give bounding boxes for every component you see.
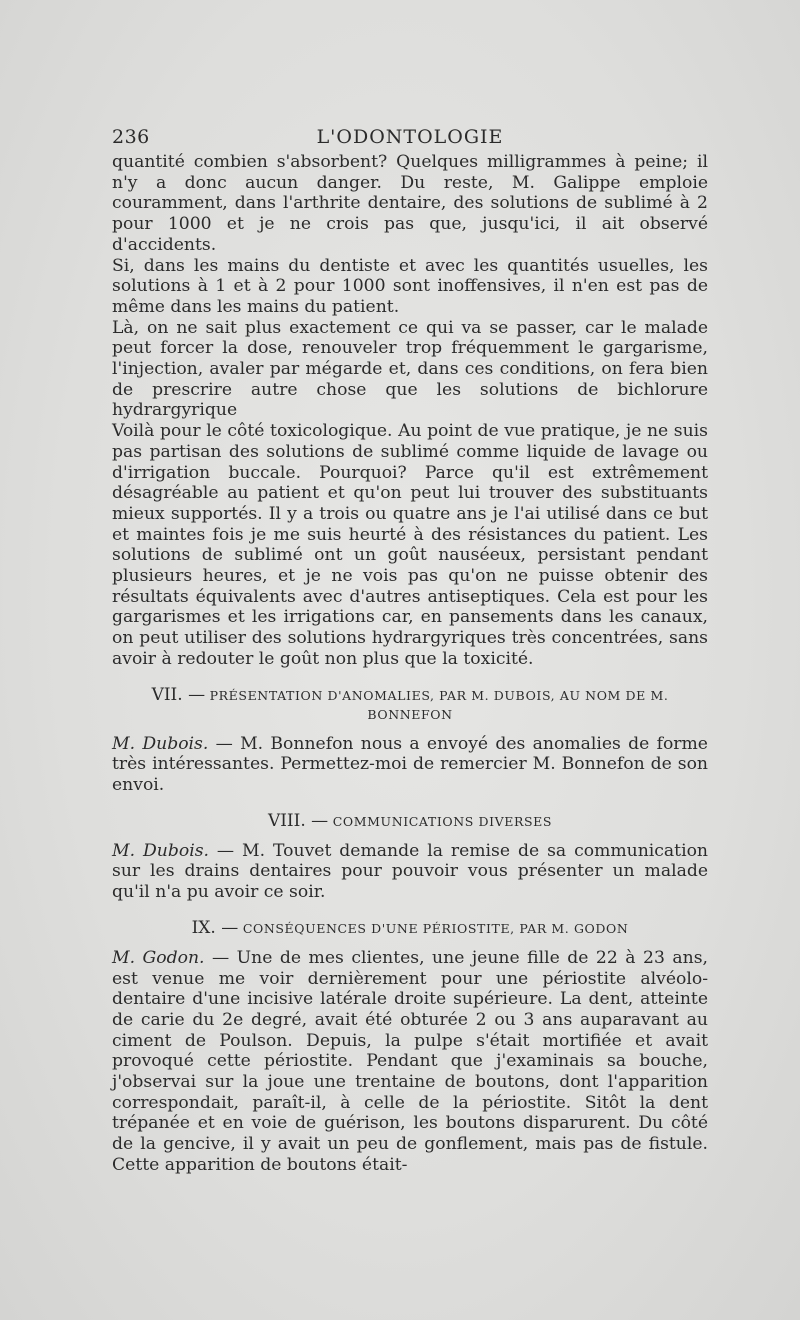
paragraph-text: — Une de mes clientes, une jeune fille de 22 à 23 ans, est venue me voir dernièrement pour une périostite alvéolo-dentaire d'une incisive latérale droite supérieure. La dent, atteinte de carie du 2e degré, avait été obturée 2 ou 3 ans auparavant au ciment de Poulson. Depuis, la pulpe s'était mortifiée et avait provoqué cette périostite. Pendant que j'examinais sa bouche, j'observai sur la joue une trentaine de boutons, dont l'apparition correspondait, paraît-il, à celle de la périostite. Sitôt la dent trépanée et en voie de guérison, les boutons disparurent. Du côté de la gencive, il y avait un peu de gonflement, mais pas de fistule. Cette apparition de boutons était- [112, 947, 708, 1175]
section-number: VII. — [151, 684, 206, 705]
section-title: PRÉSENTATION D'ANOMALIES, PAR M. DUBOIS, AU NOM DE M. BONNEFON [209, 687, 669, 722]
paragraph: Si, dans les mains du dentiste et avec les quantités usuelles, les solutions à 1 et à 2 pour 1000 sont inoffensives, il n'en est pas de même dans les mains du patient. [112, 255, 708, 317]
section-title: CONSÉQUENCES D'UNE PÉRIOSTITE, PAR M. GODON [242, 920, 629, 936]
paragraph: quantité combien s'absorbent? Quelques milligrammes à peine; il n'y a donc aucun danger. Du reste, M. Galippe emploie couramment, dans l'arthrite dentaire, des solutions de sublimé à 2 pour 1000 et je ne crois pas que, jusqu'ici, il ait observé d'accidents. [112, 152, 708, 255]
paragraph-text: — M. Touvet demande la remise de sa communication sur les drains dentaires pour pouvoir vous présenter un malade qu'il n'a pu avoir ce soir. [112, 840, 708, 903]
paragraph [112, 841, 708, 903]
page-header [112, 122, 708, 152]
paragraph [112, 734, 708, 796]
running-title: L'ODONTOLOGIE [316, 126, 504, 148]
paragraph-text: — M. Bonnefon nous a envoyé des anomalies de forme très intéressantes. Permettez-moi de remercier M. Bonnefon de son envoi. [112, 733, 708, 795]
speaker-name: M. Dubois. [112, 733, 209, 754]
paragraph: Là, on ne sait plus exactement ce qui va se passer, car le malade peut forcer la dose, renouveler trop fréquemment le gargarisme, l'injection, avaler par mégarde et, dans ces conditions, on fera bien de prescrire autre chose que les solutions de bichlorure hydrargyrique [112, 317, 708, 421]
speaker-name: M. Godon. [112, 947, 205, 968]
paragraph: Voilà pour le côté toxicologique. Au point de vue pratique, je ne suis pas partisan des solutions de sublimé comme liquide de lavage ou d'irrigation buccale. Pourquoi? Parce qu'il est extrêmement désagréable au patient et qu'on peut lui trouver des substituants mieux supportés. Il y a trois ou quatre ans je l'ai utilisé dans ce but et maintes fois je me suis heurté à des résistances du patient. Les solutions de sublimé ont un goût nauséeux, persistant pendant plusieurs heures, et je ne vois pas qu'on ne puisse obtenir des résultats équivalents avec d'autres antiseptiques. Cela est pour les gargarismes et les irrigations car, en pansements dans les canaux, on peut utiliser des solutions hydrargyriques très concentrées, sans avoir à redouter le goût non plus que la toxicité. [112, 421, 708, 669]
section-number: IX. — [191, 917, 239, 938]
section-title: COMMUNICATIONS DIVERSES [332, 813, 553, 829]
section-heading-viii [112, 812, 708, 831]
page-content [112, 122, 708, 1176]
section-heading-vii [112, 686, 708, 724]
section-number: VIII. — [267, 810, 329, 831]
section-heading-ix [112, 919, 708, 938]
speaker-name: M. Dubois. [112, 840, 209, 861]
page-number: 236 [112, 126, 150, 148]
paragraph [112, 948, 708, 1176]
